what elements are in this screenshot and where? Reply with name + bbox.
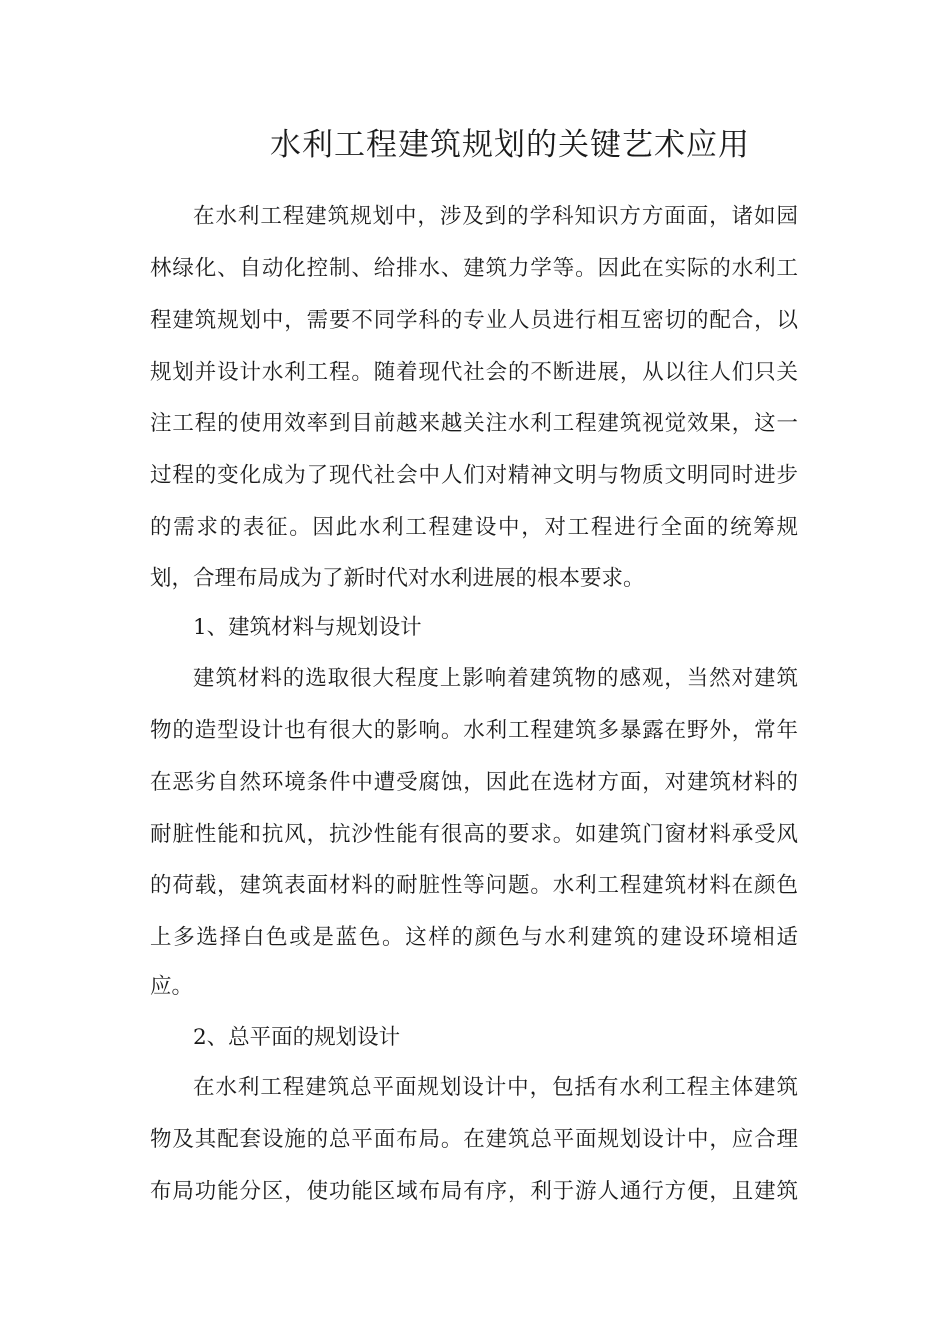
paragraph-line: 林绿化、自动化控制、给排水、建筑力学等。因此在实际的水利工 <box>150 256 798 281</box>
paragraph-line: 过程的变化成为了现代社会中人们对精神文明与物质文明同时进步 <box>150 463 798 488</box>
paragraph-line: 注工程的使用效率到目前越来越关注水利工程建筑视觉效果，这一 <box>150 411 798 436</box>
paragraph-line: 在水利工程建筑总平面规划设计中，包括有水利工程主体建筑 <box>193 1075 798 1100</box>
paragraph-line: 耐脏性能和抗风，抗沙性能有很高的要求。如建筑门窗材料承受风 <box>150 822 798 847</box>
paragraph-line: 应。 <box>150 974 194 999</box>
paragraph-line: 布局功能分区，使功能区域布局有序，利于游人通行方便，且建筑 <box>150 1179 798 1204</box>
paragraph-line: 规划并设计水利工程。随着现代社会的不断进展，从以往人们只关 <box>150 360 798 385</box>
paragraph-line: 物及其配套设施的总平面布局。在建筑总平面规划设计中，应合理 <box>150 1127 798 1152</box>
paragraph-line: 建筑材料的选取很大程度上影响着建筑物的感观，当然对建筑 <box>193 666 798 691</box>
paragraph-line: 程建筑规划中，需要不同学科的专业人员进行相互密切的配合，以 <box>150 308 798 333</box>
section-heading-1: 1、建筑材料与规划设计 <box>193 615 422 640</box>
section-heading-2: 2、总平面的规划设计 <box>193 1025 401 1050</box>
paragraph-line: 划，合理布局成为了新时代对水利进展的根本要求。 <box>150 566 645 591</box>
paragraph-line: 的需求的表征。因此水利工程建设中，对工程进行全面的统筹规 <box>150 515 798 540</box>
paragraph-line: 的荷载，建筑表面材料的耐脏性等问题。水利工程建筑材料在颜色 <box>150 873 798 898</box>
paragraph-line: 在水利工程建筑规划中，涉及到的学科知识方方面面，诸如园 <box>193 204 798 229</box>
document-title: 水利工程建筑规划的关键艺术应用 <box>270 127 750 163</box>
paragraph-line: 在恶劣自然环境条件中遭受腐蚀，因此在选材方面，对建筑材料的 <box>150 770 798 795</box>
paragraph-line: 物的造型设计也有很大的影响。水利工程建筑多暴露在野外，常年 <box>150 718 798 743</box>
paragraph-line: 上多选择白色或是蓝色。这样的颜色与水利建筑的建设环境相适 <box>150 925 798 950</box>
